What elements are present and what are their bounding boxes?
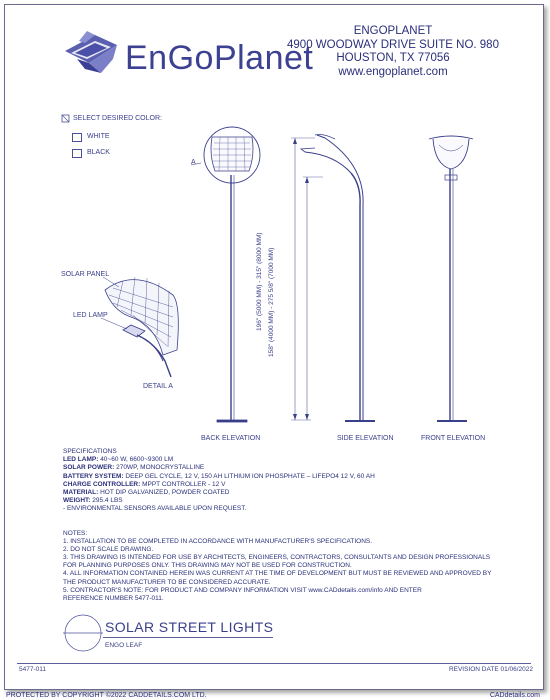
spec-material-label: MATERIAL: xyxy=(63,489,99,497)
company-address-block xyxy=(283,25,503,79)
spec-battery-label: BATTERY SYSTEM: xyxy=(63,472,124,480)
back-elevation-label: BACK ELEVATION xyxy=(201,435,261,442)
spec-material-value: HOT DIP GALVANIZED, POWDER COATED xyxy=(98,489,230,497)
caddetails-link[interactable]: CADdetails.com xyxy=(489,692,540,699)
copyright-notice: PROTECTED BY COPYRIGHT ©2022 CADDETAILS.COM LTD. xyxy=(6,692,207,699)
color-select-icon xyxy=(62,115,69,122)
company-website[interactable]: www.engoplanet.com xyxy=(338,65,448,78)
spec-battery-value: DEEP GEL CYCLE, 12 V, 150 AH LITHIUM ION PHOSPHATE – LIFEPO4 12 V, 60 AH xyxy=(123,472,375,480)
title-block-symbol xyxy=(63,615,103,651)
spec-charge-value: MPPT CONTROLLER - 12 V xyxy=(140,480,226,488)
title-block-divider xyxy=(17,663,531,664)
side-elevation-drawing xyxy=(291,135,375,423)
spec-weight-label: WEIGHT: xyxy=(63,497,91,505)
address-line-1: 4900 WOODWAY DRIVE SUITE NO. 980 xyxy=(287,38,499,51)
title-underline xyxy=(103,637,273,638)
inner-height-dimension: 158" (4000 MM) - 275 5/8" (7000 MM) xyxy=(268,247,275,357)
spec-sensors: - ENVIRONMENTAL SENSORS AVAILABLE UPON REQUEST. xyxy=(63,505,247,513)
detail-a-title: DETAIL A xyxy=(143,383,173,390)
white-color-checkbox[interactable] xyxy=(72,133,82,142)
side-elevation-label: SIDE ELEVATION xyxy=(337,435,394,442)
notes-block xyxy=(63,530,491,603)
drawing-sheet xyxy=(4,4,544,690)
drawing-subtitle: ENGO LEAF xyxy=(105,642,143,649)
note-line: 5. CONTRACTOR'S NOTE: FOR PRODUCT AND COMPANY INFORMATION VISIT www.CADdetails.com/info AND ENTER xyxy=(63,586,422,594)
note-line: FOR PLANNING PURPOSES ONLY. THIS DRAWING MAY NOT BE USED FOR CONSTRUCTION. xyxy=(63,562,352,570)
detail-a-drawing xyxy=(105,277,178,377)
brand-wordmark: EnGoPlanet xyxy=(125,39,314,77)
outer-height-dimension: 196" (5000 MM) - 315" (8000 MM) xyxy=(256,232,263,331)
revision-date: REVISION DATE 01/06/2022 xyxy=(448,666,533,673)
note-line: 1. INSTALLATION TO BE COMPLETED IN ACCORDANCE WITH MANUFACTURER'S SPECIFICATIONS. xyxy=(63,538,373,546)
led-lamp-label: LED LAMP xyxy=(73,312,108,319)
note-line: 3. THIS DRAWING IS INTENDED FOR USE BY ARCHITECTS, ENGINEERS, CONTRACTORS, CONSULTANTS AND DESIGN PROFESSIONALS xyxy=(63,554,491,562)
note-line: 4. ALL INFORMATION CONTAINED HEREIN WAS CURRENT AT THE TIME OF DEVELOPMENT BUT MUST BE REVIEWED AND APPROVED BY xyxy=(63,570,492,578)
specifications-block xyxy=(63,448,375,514)
note-line: 2. DO NOT SCALE DRAWING. xyxy=(63,546,154,554)
notes-heading: NOTES: xyxy=(63,530,88,537)
note-line: THE PRODUCT MANUFACTURER TO BE CONSIDERED ACCURATE. xyxy=(63,578,271,586)
engoplanet-logo-mark xyxy=(65,31,117,73)
white-color-label: WHITE xyxy=(87,133,110,140)
back-elevation-drawing xyxy=(191,127,260,422)
front-elevation-label: FRONT ELEVATION xyxy=(421,435,486,442)
specifications-heading: SPECIFICATIONS xyxy=(63,448,117,455)
spec-solar-power-label: SOLAR POWER: xyxy=(63,464,115,472)
black-color-checkbox[interactable] xyxy=(72,149,82,158)
reference-number: 5477-011 xyxy=(19,666,46,673)
note-line: REFERENCE NUMBER 5477-011. xyxy=(63,594,164,602)
select-color-label: SELECT DESIRED COLOR: xyxy=(73,115,162,122)
black-color-label: BLACK xyxy=(87,149,110,156)
spec-solar-power-value: 270WP, MONOCRYSTALLINE xyxy=(114,464,205,472)
solar-panel-label: SOLAR PANEL xyxy=(61,271,110,278)
front-elevation-drawing xyxy=(429,136,473,422)
company-name: ENGOPLANET xyxy=(353,25,433,37)
spec-led-lamp-label: LED LAMP: xyxy=(63,456,99,464)
spec-weight-value: 295.4 LBS xyxy=(90,497,123,505)
spec-charge-label: CHARGE CONTROLLER: xyxy=(63,480,141,488)
address-line-2: HOUSTON, TX 77056 xyxy=(336,52,450,64)
detail-marker: A xyxy=(191,159,196,166)
drawing-title: SOLAR STREET LIGHTS xyxy=(105,619,274,635)
spec-led-lamp-value: 40~60 W, 6600~9300 LM xyxy=(98,456,174,464)
